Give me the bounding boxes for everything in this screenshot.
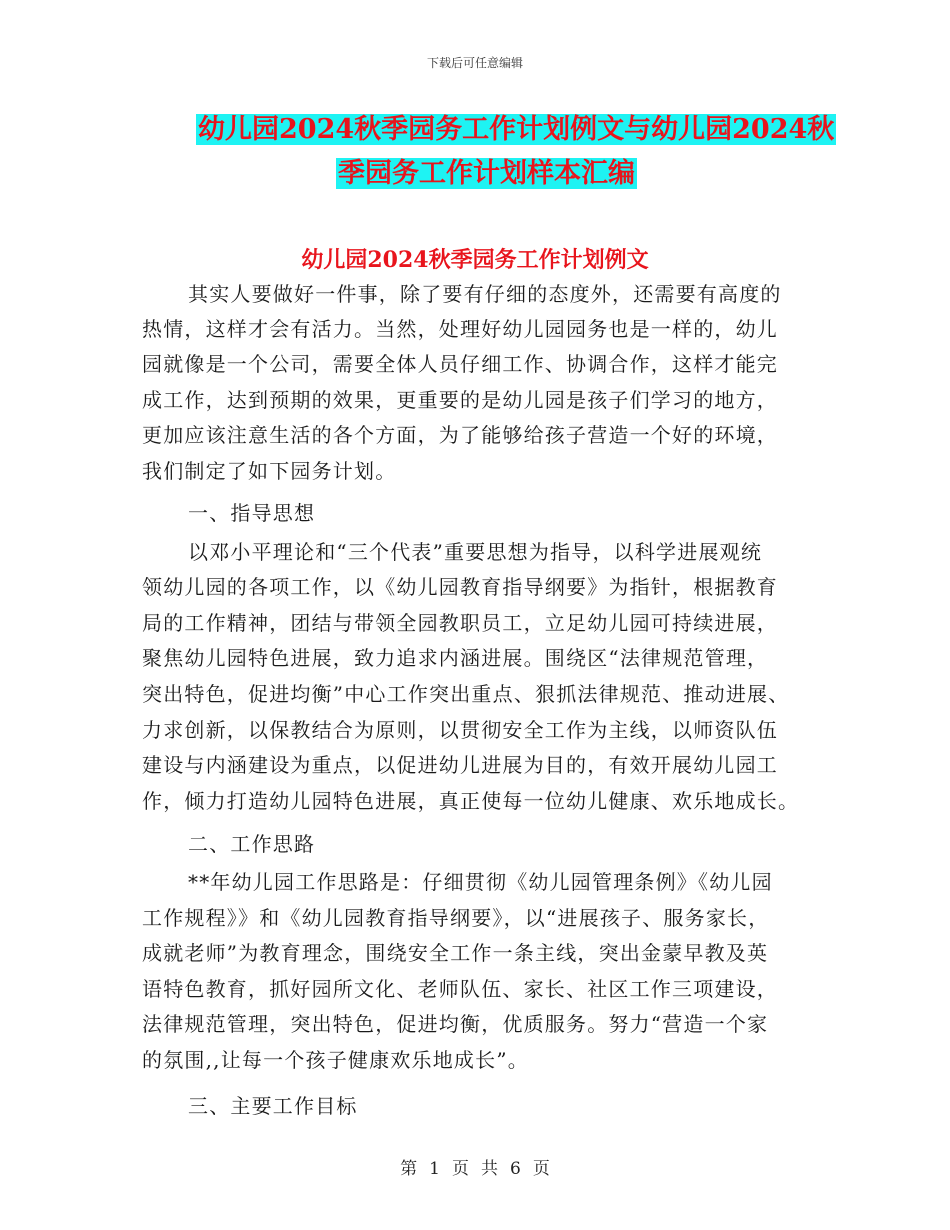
- paragraph-line: 聚焦幼儿园特色进展，致力追求内涵进展。围绕区“法律规范管理，: [142, 646, 769, 670]
- paragraph-line: 成工作，达到预期的效果，更重要的是幼儿园是孩子们学习的地方，: [142, 388, 778, 412]
- section-heading: 三、主要工作目标: [188, 1094, 358, 1118]
- paragraph-line: 力求创新，以保教结合为原则，以贯彻安全工作为主线，以师资队伍: [142, 718, 778, 742]
- paragraph-line: 作，倾力打造幼儿园特色进展，真正使每一位幼儿健康、欢乐地成长。: [142, 789, 800, 813]
- paragraph-line: 其实人要做好一件事，除了要有仔细的态度外，还需要有高度的: [188, 282, 782, 306]
- document-title-line-1: 幼儿园2024秋季园务工作计划例文与幼儿园2024秋: [198, 114, 835, 145]
- footer-page-label: 第: [400, 1159, 418, 1179]
- section-heading: 一、指导思想: [188, 501, 316, 525]
- paragraph-line: 的氛围,,让每一个孩子健康欢乐地成长”。: [142, 1048, 529, 1072]
- paragraph-line: **年幼儿园工作思路是：仔细贯彻《幼儿园管理条例》《幼儿园: [188, 870, 773, 894]
- paragraph-line: 局的工作精神，团结与带领全园教职员工，立足幼儿园可持续进展，: [142, 611, 778, 635]
- page-footer: [0, 1154, 950, 1179]
- paragraph-line: 领幼儿园的各项工作，以《幼儿园教育指导纲要》为指针，根据教育: [142, 575, 778, 599]
- section-title: 幼儿园2024秋季园务工作计划例文: [301, 247, 649, 273]
- footer-total-label: 共: [481, 1159, 498, 1179]
- paragraph-line: 我们制定了如下园务计划。: [142, 459, 397, 483]
- paragraph-line: 园就像是一个公司，需要全体人员仔细工作、协调合作，这样才能完: [142, 352, 778, 376]
- header-note: 下载后可任意编辑: [426, 56, 523, 70]
- paragraph-line: 突出特色，促进均衡”中心工作突出重点、狠抓法律规范、推动进展、: [142, 682, 790, 706]
- footer-total-pages: 6: [510, 1159, 521, 1179]
- footer-page-unit: 页: [452, 1159, 469, 1179]
- paragraph-line: 以邓小平理论和“三个代表”重要思想为指导，以科学进展观统: [188, 540, 763, 564]
- paragraph-line: 成就老师”为教育理念，围绕安全工作一条主线，突出金蒙早教及英: [142, 941, 769, 965]
- footer-total-unit: 页: [532, 1159, 550, 1179]
- paragraph-line: 工作规程》》和《幼儿园教育指导纲要》，以“进展孩子、服务家长，: [142, 906, 770, 930]
- paragraph-line: 更加应该注意生活的各个方面，为了能够给孩子营造一个好的环境，: [142, 423, 778, 447]
- paragraph-line: 法律规范管理，突出特色，促进均衡，优质服务。努力“营造一个家: [142, 1012, 769, 1036]
- paragraph-line: 热情，这样才会有活力。当然，处理好幼儿园园务也是一样的，幼儿: [142, 317, 778, 341]
- paragraph-line: 语特色教育，抓好园所文化、老师队伍、家长、社区工作三项建设，: [142, 977, 778, 1001]
- footer-page-number: 1: [429, 1159, 440, 1179]
- document-title-line-2: 季园务工作计划样本汇编: [338, 158, 635, 189]
- section-heading: 二、工作思路: [188, 832, 316, 856]
- paragraph-line: 建设与内涵建设为重点，以促进幼儿进展为目的，有效开展幼儿园工: [142, 753, 778, 777]
